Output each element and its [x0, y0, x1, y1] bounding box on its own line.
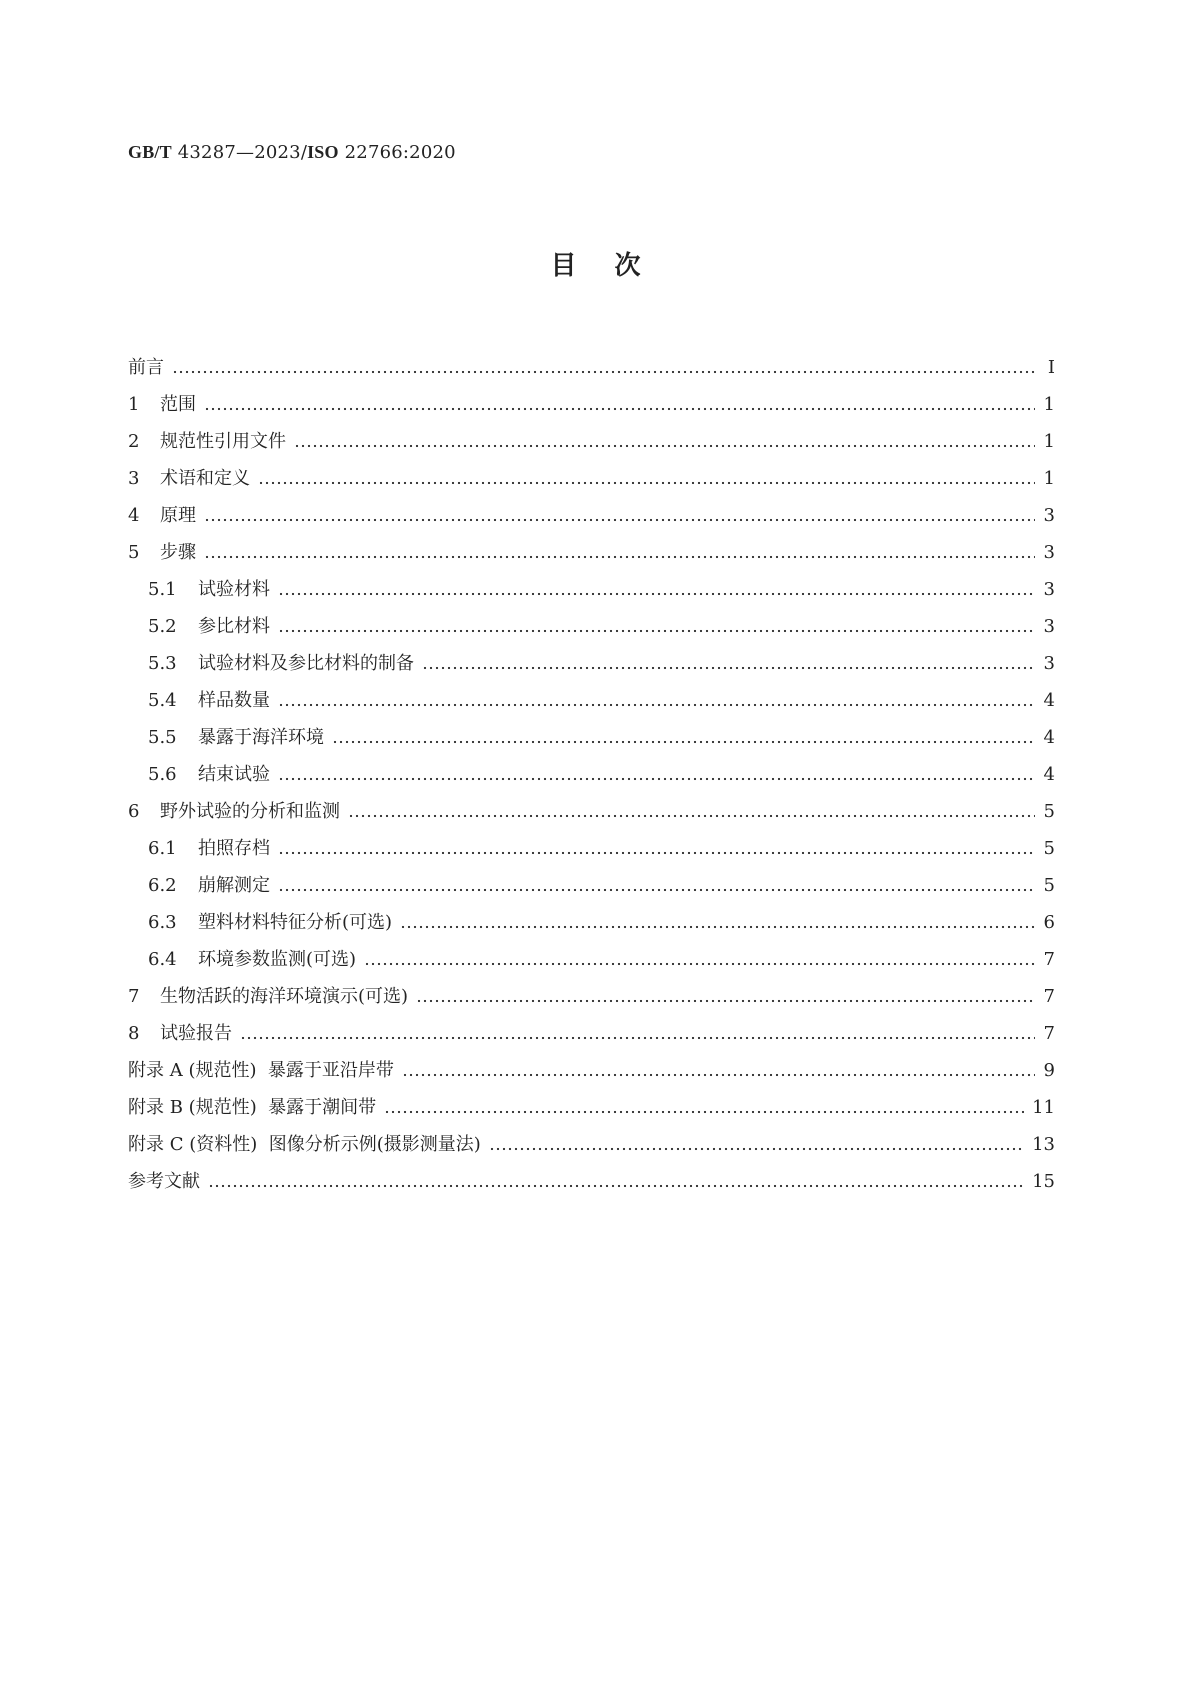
toc-entry-label: 步骤	[160, 542, 196, 563]
toc-entry[interactable]	[128, 1119, 1055, 1156]
toc-entry-label: 野外试验的分析和监测	[160, 801, 340, 822]
toc-entry-number: 5.3	[148, 653, 177, 674]
toc-entry-label: 拍照存档	[198, 838, 270, 859]
toc-entry[interactable]	[128, 1156, 1055, 1193]
dot-leader	[278, 777, 1035, 781]
toc-entry-page: 3	[1043, 616, 1055, 637]
toc-entry-number: 3	[128, 468, 140, 489]
toc-entry[interactable]	[128, 749, 1055, 786]
toc-entry-label: 附录 A (规范性) 暴露于亚沿岸带	[128, 1060, 394, 1081]
toc-entry-label: 参考文献	[128, 1171, 200, 1192]
toc-entry[interactable]	[128, 860, 1055, 897]
toc-entry-page: 7	[1043, 986, 1055, 1007]
toc-entry-label: 规范性引用文件	[160, 431, 286, 452]
toc-entry-label: 前言	[128, 357, 164, 378]
toc-entry-page: 7	[1043, 1023, 1055, 1044]
toc-entry-label: 结束试验	[198, 764, 270, 785]
toc-entry-label: 附录 B (规范性) 暴露于潮间带	[128, 1097, 377, 1118]
toc-entry-page: 4	[1043, 764, 1055, 785]
std-code: GB/T	[128, 142, 172, 162]
dot-leader	[400, 925, 1035, 929]
iso-number: 22766:2020	[344, 142, 456, 163]
toc-entry[interactable]	[128, 675, 1055, 712]
toc-entry-page: 15	[1032, 1171, 1055, 1192]
toc-entry-number: 6.3	[148, 912, 177, 933]
toc-entry[interactable]	[128, 453, 1055, 490]
dot-leader	[172, 370, 1035, 374]
dot-leader	[240, 1036, 1035, 1040]
toc-entry-page: 4	[1043, 727, 1055, 748]
toc-entry-label: 试验材料	[198, 579, 270, 600]
dot-leader	[204, 555, 1035, 559]
toc-entry[interactable]	[128, 564, 1055, 601]
toc-entry-page: 6	[1043, 912, 1055, 933]
toc-entry-label: 生物活跃的海洋环境演示(可选)	[160, 986, 409, 1007]
toc-entry[interactable]	[128, 638, 1055, 675]
toc-entry-label: 试验材料及参比材料的制备	[198, 653, 414, 674]
toc-entry-page: 5	[1043, 838, 1055, 859]
toc-entry-label: 试验报告	[160, 1023, 232, 1044]
toc-entry[interactable]	[128, 1082, 1055, 1119]
toc-entry-number: 1	[128, 394, 140, 415]
toc-entry[interactable]	[128, 379, 1055, 416]
toc-entry-label: 暴露于海洋环境	[198, 727, 324, 748]
toc-entry-number: 6.1	[148, 838, 177, 859]
table-of-contents	[128, 342, 1055, 1193]
toc-entry-number: 5	[128, 542, 140, 563]
iso-code: ISO	[307, 142, 339, 162]
toc-entry[interactable]	[128, 490, 1055, 527]
toc-entry[interactable]	[128, 897, 1055, 934]
dot-leader	[332, 740, 1035, 744]
toc-entry-number: 6	[128, 801, 140, 822]
dot-leader	[204, 407, 1035, 411]
toc-entry-page: 11	[1032, 1097, 1055, 1118]
toc-entry-page: 5	[1043, 801, 1055, 822]
page-title: 目次	[550, 251, 679, 281]
toc-entry-label: 环境参数监测(可选)	[198, 949, 357, 970]
toc-entry-number: 5.5	[148, 727, 177, 748]
toc-entry-label: 范围	[160, 394, 196, 415]
toc-entry[interactable]	[128, 786, 1055, 823]
toc-entry-label: 原理	[160, 505, 196, 526]
dot-leader	[208, 1184, 1024, 1188]
dot-leader	[384, 1110, 1024, 1114]
dot-leader	[278, 629, 1035, 633]
toc-entry[interactable]	[128, 1008, 1055, 1045]
toc-entry[interactable]	[128, 527, 1055, 564]
toc-entry-page: 1	[1043, 394, 1055, 415]
toc-entry-number: 5.4	[148, 690, 177, 711]
toc-entry-label: 参比材料	[198, 616, 270, 637]
toc-entry[interactable]	[128, 1045, 1055, 1082]
toc-entry-page: 3	[1043, 542, 1055, 563]
toc-entry-page: Ⅰ	[1047, 357, 1055, 378]
toc-entry-label: 样品数量	[198, 690, 270, 711]
toc-entry-number: 5.6	[148, 764, 177, 785]
dot-leader	[402, 1073, 1035, 1077]
toc-entry[interactable]	[128, 601, 1055, 638]
dot-leader	[348, 814, 1035, 818]
toc-entry-page: 5	[1043, 875, 1055, 896]
toc-entry-page: 1	[1043, 468, 1055, 489]
dot-leader	[278, 851, 1035, 855]
dot-leader	[278, 703, 1035, 707]
toc-entry[interactable]	[128, 416, 1055, 453]
toc-entry-label: 塑料材料特征分析(可选)	[198, 912, 393, 933]
toc-entry-page: 1	[1043, 431, 1055, 452]
toc-entry-number: 8	[128, 1023, 140, 1044]
dot-leader	[489, 1147, 1024, 1151]
toc-entry-page: 13	[1032, 1134, 1055, 1155]
toc-entry-page: 9	[1043, 1060, 1055, 1081]
dot-leader	[294, 444, 1035, 448]
toc-entry[interactable]	[128, 342, 1055, 379]
dot-leader	[258, 481, 1035, 485]
dot-leader	[364, 962, 1035, 966]
toc-entry-number: 4	[128, 505, 140, 526]
dot-leader	[278, 888, 1035, 892]
toc-entry[interactable]	[128, 971, 1055, 1008]
toc-entry-number: 6.4	[148, 949, 177, 970]
dot-leader	[416, 999, 1035, 1003]
toc-entry-number: 2	[128, 431, 140, 452]
toc-entry-page: 3	[1043, 579, 1055, 600]
dot-leader	[204, 518, 1035, 522]
dot-leader	[278, 592, 1035, 596]
toc-entry-number: 5.2	[148, 616, 177, 637]
toc-entry-page: 7	[1043, 949, 1055, 970]
toc-entry[interactable]	[128, 823, 1055, 860]
toc-entry-label: 附录 C (资料性) 图像分析示例(摄影测量法)	[128, 1134, 481, 1155]
dot-leader	[422, 666, 1035, 670]
toc-entry-page: 4	[1043, 690, 1055, 711]
toc-entry-number: 5.1	[148, 579, 177, 600]
toc-entry-page: 3	[1043, 505, 1055, 526]
toc-entry[interactable]	[128, 934, 1055, 971]
toc-entry-number: 7	[128, 986, 140, 1007]
toc-entry-page: 3	[1043, 653, 1055, 674]
toc-entry-number: 6.2	[148, 875, 177, 896]
toc-entry-label: 术语和定义	[160, 468, 250, 489]
std-number: 43287—2023/	[177, 142, 308, 163]
toc-entry[interactable]	[128, 712, 1055, 749]
toc-entry-label: 崩解测定	[198, 875, 270, 896]
document-header	[128, 142, 456, 163]
